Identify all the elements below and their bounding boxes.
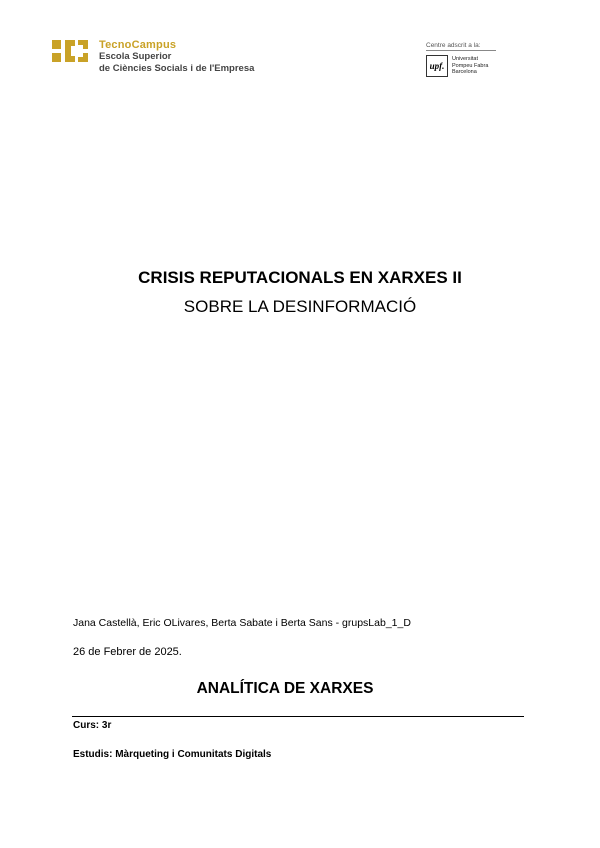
upf-name-line-1: Universitat — [452, 56, 478, 63]
course-title: ANALÍTICA DE XARXES — [196, 680, 374, 697]
curs-label: Curs: 3r — [73, 720, 112, 731]
tecnocampus-logo-icon — [52, 40, 88, 63]
document-title: CRISIS REPUTACIONALS EN XARXES II — [138, 268, 462, 287]
school-line-1: Escola Superior — [99, 51, 172, 62]
brand-name: TecnoCampus — [99, 39, 177, 51]
upf-name — [452, 56, 488, 76]
date: 26 de Febrer de 2025. — [73, 646, 182, 658]
document-subtitle: SOBRE LA DESINFORMACIÓ — [183, 297, 417, 316]
school-line-2: de Ciències Socials i de l'Empresa — [99, 63, 255, 74]
section-divider — [72, 716, 524, 717]
affiliation-label: Centre adscrit a la: — [426, 42, 481, 49]
authors: Jana Castellà, Eric OLivares, Berta Sabate i Berta Sans - grupsLab_1_D — [73, 617, 411, 629]
upf-name-line-2: Pompeu Fabra — [452, 62, 489, 69]
upf-logo-icon: upf. — [426, 55, 448, 77]
upf-logo — [426, 55, 500, 77]
school-logo-text — [99, 39, 254, 75]
estudis-label: Estudis: Màrqueting i Comunitats Digitals — [73, 749, 272, 760]
affiliation-divider — [426, 50, 496, 51]
affiliation-block — [426, 42, 500, 77]
upf-name-line-3: Barcelona — [452, 69, 477, 76]
